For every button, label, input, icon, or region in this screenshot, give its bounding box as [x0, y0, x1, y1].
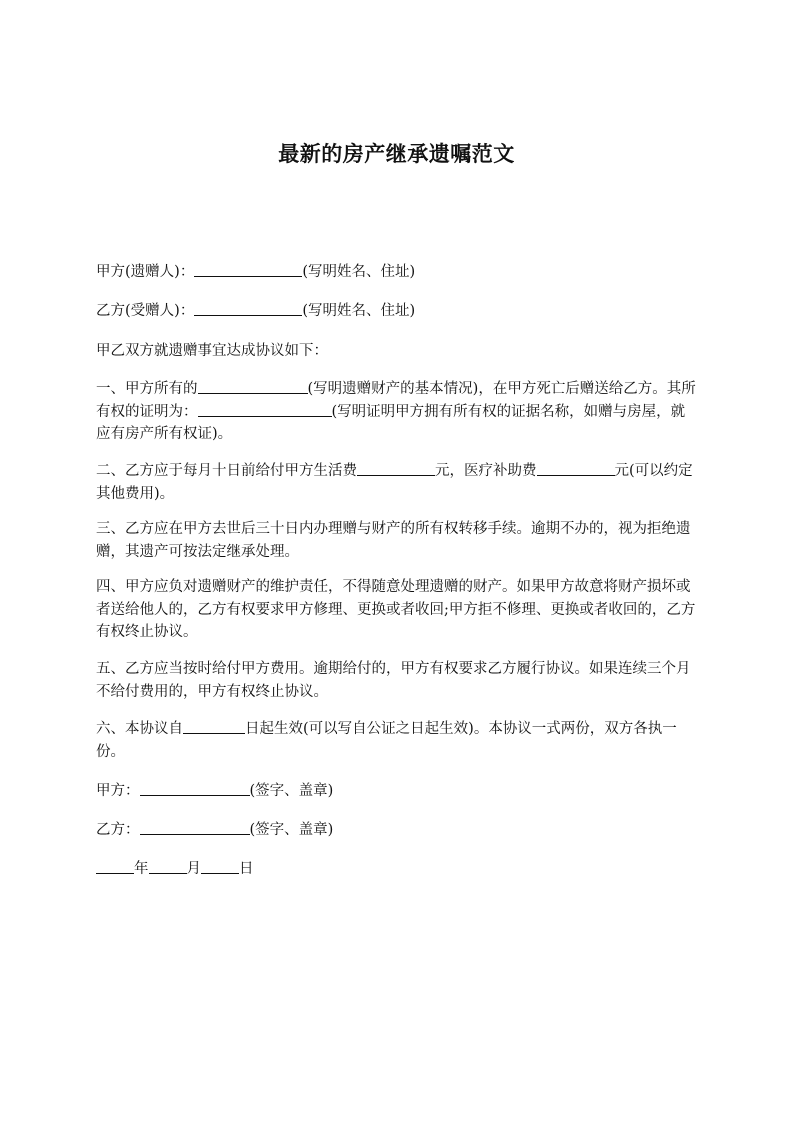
clause-6-text-a: 六、本协议自 — [96, 721, 183, 737]
signature-a-note: (签字、盖章) — [249, 783, 334, 799]
day-label: 日 — [239, 861, 254, 877]
clause-1-text-a: 一、甲方所有的 — [96, 381, 198, 397]
month-label: 月 — [186, 861, 201, 877]
property-blank[interactable] — [198, 378, 308, 394]
party-a-blank[interactable] — [194, 261, 302, 277]
clause-2-text-c: 元(可以约定其他费用)。 — [96, 463, 693, 502]
year-blank[interactable] — [96, 858, 134, 874]
clause-2 — [96, 460, 698, 505]
clause-6-text-b: 日起生效(可以写自公证之日起生效)。本协议一式两份，双方各执一份。 — [96, 721, 677, 760]
signature-a-line — [96, 780, 698, 803]
document-title: 最新的房产继承遗嘱范文 — [278, 142, 515, 166]
date-line — [96, 858, 698, 881]
party-b-label: 乙方(受赠人)： — [96, 303, 195, 319]
month-blank[interactable] — [149, 858, 187, 874]
agreement-intro: 甲乙双方就遗赠事宜达成协议如下： — [96, 343, 328, 359]
clause-6 — [96, 718, 698, 763]
year-label: 年 — [134, 861, 149, 877]
signature-b-label: 乙方： — [96, 822, 140, 838]
clause-1 — [96, 378, 698, 446]
clause-3: 三、乙方应在甲方去世后三十日内办理赠与财产的所有权转移手续。逾期不办的，视为拒绝遗赠，其遗产可按法定继承处理。 — [96, 521, 691, 560]
clause-1-text-c: (写明证明甲方拥有所有权的证据名称，如赠与房屋，就应有房产所有权证)。 — [96, 403, 686, 442]
clause-2-text-b: 元，医疗补助费 — [435, 463, 537, 479]
medical-subsidy-blank[interactable] — [537, 460, 615, 476]
signature-a-blank[interactable] — [140, 780, 250, 796]
party-a-note: (写明姓名、住址) — [302, 264, 416, 280]
signature-b-blank[interactable] — [140, 819, 250, 835]
clause-1-text-b: (写明遗赠财产的基本情况)，在甲方死亡后赠送给乙方。其所有权的证明为： — [96, 381, 696, 420]
day-blank[interactable] — [201, 858, 239, 874]
clause-2-text-a: 二、乙方应于每月十日前给付甲方生活费 — [96, 463, 357, 479]
party-a-label: 甲方(遗赠人)： — [96, 264, 195, 280]
party-b-note: (写明姓名、住址) — [302, 303, 416, 319]
signature-b-line — [96, 819, 698, 842]
clause-5: 五、乙方应当按时给付甲方费用。逾期给付的，甲方有权要求乙方履行协议。如果连续三个月不给付费用的，甲方有权终止协议。 — [96, 661, 691, 700]
effective-date-blank[interactable] — [183, 718, 245, 734]
party-a-line — [96, 261, 698, 284]
living-expense-blank[interactable] — [357, 460, 435, 476]
signature-a-label: 甲方： — [96, 783, 140, 799]
party-b-line — [96, 300, 698, 323]
signature-b-note: (签字、盖章) — [249, 822, 334, 838]
clause-4: 四、甲方应负对遗赠财产的维护责任，不得随意处理遗赠的财产。如果甲方故意将财产损坏或者送给他人的，乙方有权要求甲方修理、更换或者收回;甲方拒不修理、更换或者收回的，乙方有权终止协议。 — [96, 579, 696, 640]
ownership-proof-blank[interactable] — [198, 401, 332, 417]
party-b-blank[interactable] — [194, 300, 302, 316]
